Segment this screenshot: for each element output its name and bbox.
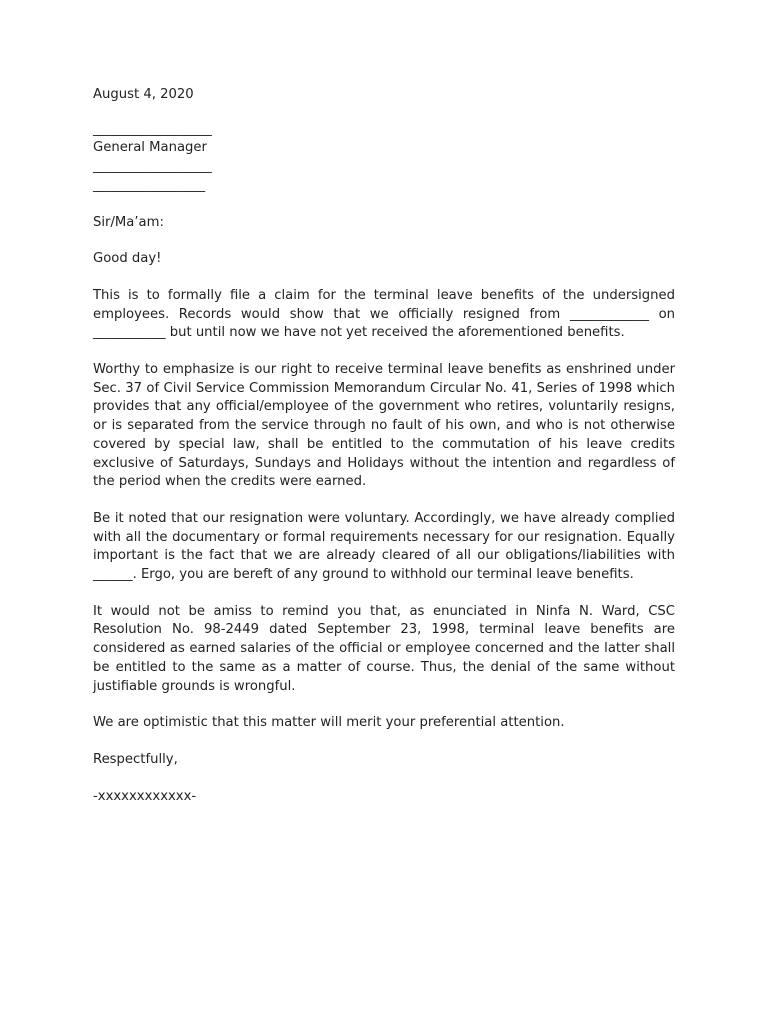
sign-off: Respectfully, (93, 751, 178, 767)
letter-date: August 4, 2020 (93, 87, 194, 102)
recipient-address-blank-1: __________________ (93, 159, 212, 175)
recipient-address-blank-2: _________________ (93, 177, 206, 193)
recipient-title: General Manager (93, 140, 207, 156)
recipient-name-blank: __________________ (93, 121, 212, 137)
paragraph-compliance: Be it noted that our resignation were voluntary. Accordingly, we have already complied with all the documentary or formal requirements necessary for our resignation. Equally important is the fact that we are already cleared of all our obligations/liabilities with ______. Ergo, you are bereft of any ground to withhold our terminal leave benefits. (93, 510, 675, 583)
salutation: Sir/Ma’am: (93, 214, 164, 230)
greeting: Good day! (93, 251, 162, 267)
paragraph-legal-basis: Worthy to emphasize is our right to receive terminal leave benefits as enshrined under Sec. 37 of Civil Service Commission Memorandum Circular No. 41, Series of 1998 which provides that any official/employee of the government who retires, voluntarily resigns, or is separated from the service through no fault of his own, and who is not otherwise covered by special law, shall be entitled to the commutation of his leave credits exclusive of Saturdays, Sundays and Holidays without the intention and regardless of the period when the credits were earned. (93, 362, 675, 490)
closing-line: We are optimistic that this matter will merit your preferential attention. (93, 715, 565, 731)
paragraph-claim: This is to formally file a claim for the terminal leave benefits of the undersigned employees. Records would show that we officially resigned from ____________ on ___________ but until now we have not yet received the aforementioned benefits. (93, 287, 675, 341)
recipient-block (93, 121, 675, 196)
paragraph-jurisprudence: It would not be amiss to remind you that, as enunciated in Ninfa N. Ward, CSC Resolution No. 98-2449 dated September 23, 1998, terminal leave benefits are considered as earned salaries of the official or employee concerned and the latter shall be entitled to the same as a matter of course. Thus, the denial of the same without justifiable grounds is wrongful. (93, 603, 675, 694)
signature: -xxxxxxxxxxxx- (93, 788, 197, 804)
